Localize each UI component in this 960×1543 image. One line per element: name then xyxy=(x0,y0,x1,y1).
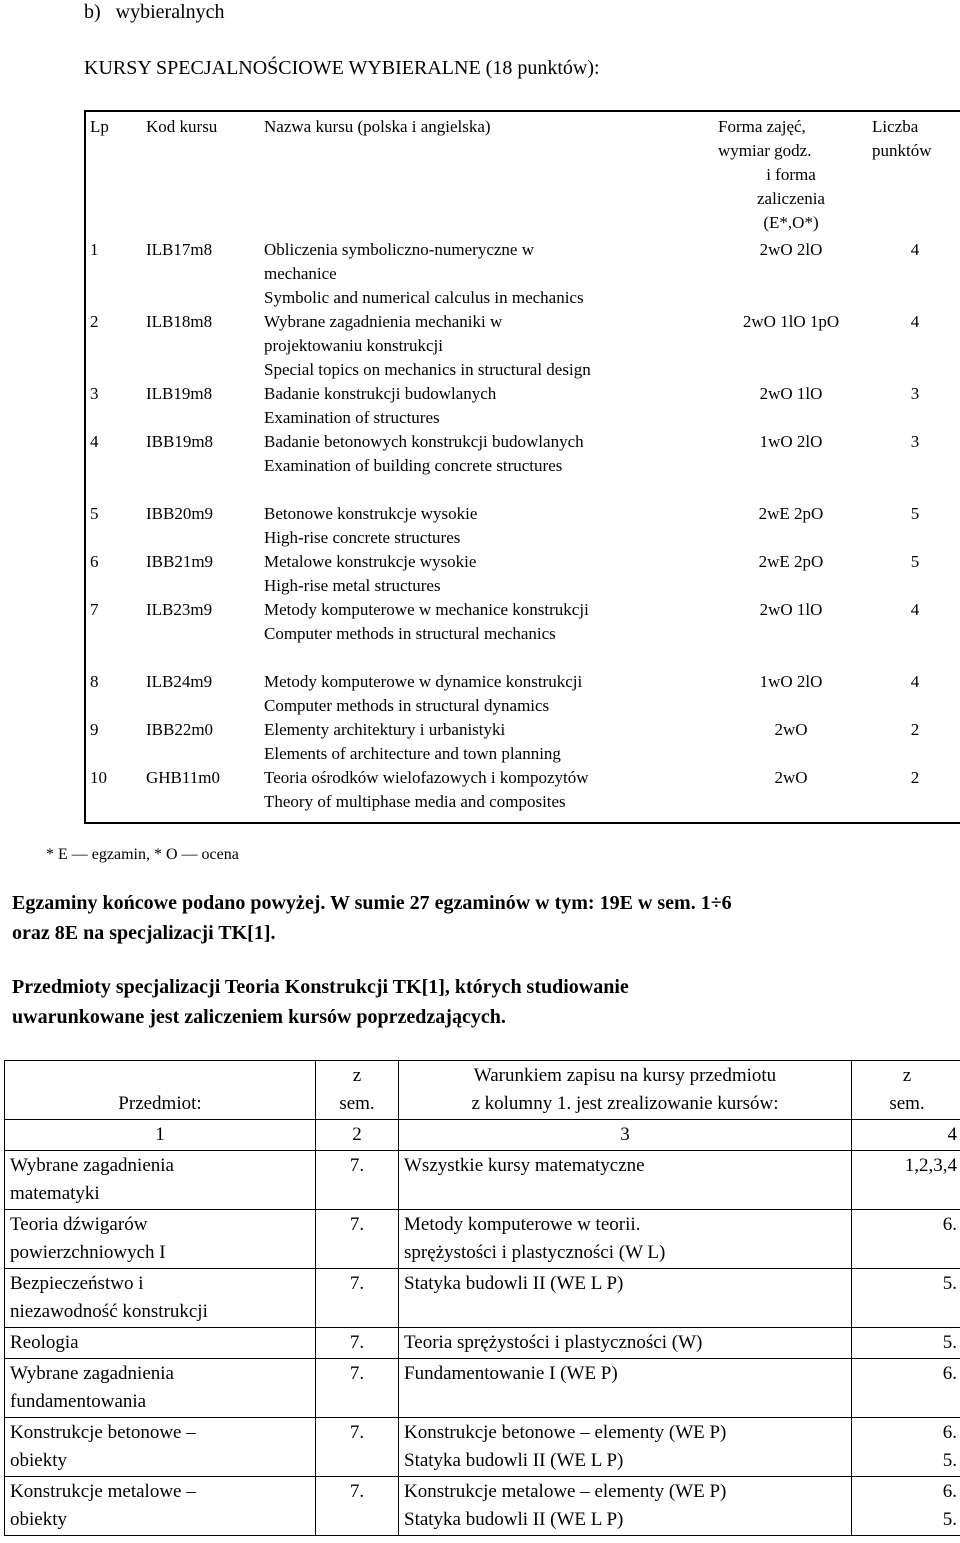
course-lp: 8 xyxy=(90,672,99,691)
course-points: 2 xyxy=(910,768,920,787)
course-forma: 2wO 1lO xyxy=(759,384,823,403)
page-title: KURSY SPECJALNOŚCIOWE WYBIERALNE (18 punktów): xyxy=(84,57,600,79)
course-points: 4 xyxy=(910,600,920,619)
course-code: GHB11m0 xyxy=(146,768,220,787)
course-lp: 9 xyxy=(90,720,99,739)
separator-cell xyxy=(85,646,960,670)
course-forma: 2wE 2pO xyxy=(758,552,824,571)
course-name-pl: Teoria ośrodków wielofazowych i kompozytów xyxy=(264,768,589,787)
course-row xyxy=(85,238,960,310)
prereq-intro: Przedmioty specjalizacji Teoria Konstrukcji TK[1], których studiowanie uwarunkowane jest zaliczeniem kursów poprzedzających. xyxy=(12,976,629,1028)
prereq-header-przedmiot: Przedmiot: xyxy=(5,1061,316,1120)
prereq-num-3: 3 xyxy=(399,1120,852,1151)
course-name-pl: Metody komputerowe w dynamice konstrukcji xyxy=(264,672,583,691)
course-points: 4 xyxy=(910,240,920,259)
course-name-cell xyxy=(260,718,714,766)
course-row xyxy=(85,502,960,550)
header-forma-main: Forma zajęć, wymiar godz. xyxy=(718,117,812,160)
table-bottom-padding xyxy=(85,814,960,823)
course-name-pl: Badanie betonowych konstrukcji budowlanych xyxy=(264,432,584,451)
course-name-cell xyxy=(260,598,714,646)
exam-note: Egzaminy końcowe podano powyżej. W sumie 27 egzaminów w tym: 19E w sem. 1÷6 oraz 8E na specjalizacji TK[1]. xyxy=(12,892,732,944)
course-name-pl: Metalowe konstrukcje wysokie xyxy=(264,552,477,571)
course-table-header xyxy=(85,111,960,238)
course-name-en: High-rise concrete structures xyxy=(264,528,461,547)
prereq-header xyxy=(5,1061,960,1120)
course-name-cell xyxy=(260,766,714,814)
prereq-sem: 7. xyxy=(316,1210,399,1269)
course-code: ILB23m9 xyxy=(146,600,213,619)
course-name-pl: Badanie konstrukcji budowlanych xyxy=(264,384,497,403)
course-row xyxy=(85,382,960,430)
course-code: ILB18m8 xyxy=(146,312,213,331)
prereq-courses: Fundamentowanie I (WE P) xyxy=(399,1359,852,1418)
course-forma: 2wO 1lO xyxy=(759,600,823,619)
header-forma-sub: i forma zaliczenia (E*,O*) xyxy=(757,165,825,232)
course-name-pl: Obliczenia symboliczno-numeryczne w mechanice xyxy=(264,240,535,283)
course-code: ILB24m9 xyxy=(146,672,213,691)
course-code: ILB19m8 xyxy=(146,384,213,403)
prereq-row xyxy=(5,1210,960,1269)
prereq-courses: Wszystkie kursy matematyczne xyxy=(399,1151,852,1210)
prereq-sem2: 6. 5. xyxy=(852,1418,960,1477)
prereq-subject: Reologia xyxy=(5,1328,316,1359)
prereq-row xyxy=(5,1328,960,1359)
group-separator xyxy=(85,646,960,670)
course-points: 3 xyxy=(910,384,920,403)
footnote: * E — egzamin, * O — ocena xyxy=(46,846,239,863)
course-name-en: Elements of architecture and town planning xyxy=(264,744,561,763)
course-name-pl: Wybrane zagadnienia mechaniki w projektowaniu konstrukcji xyxy=(264,312,503,355)
prereq-subject: Teoria dźwigarów powierzchniowych I xyxy=(5,1210,316,1269)
prereq-row xyxy=(5,1418,960,1477)
course-lp: 3 xyxy=(90,384,99,403)
course-name-en: Special topics on mechanics in structural design xyxy=(264,360,591,379)
course-code: IBB22m0 xyxy=(146,720,214,739)
prereq-table-body xyxy=(5,1151,960,1536)
course-name-en: Computer methods in structural dynamics xyxy=(264,696,550,715)
prereq-sem: 7. xyxy=(316,1359,399,1418)
course-forma: 2wO xyxy=(774,768,808,787)
prereq-sem: 7. xyxy=(316,1151,399,1210)
header-lp: Lp xyxy=(90,117,109,136)
prereq-sem2: 6. 5. xyxy=(852,1477,960,1536)
header-kod: Kod kursu xyxy=(146,117,218,136)
prereq-courses: Teoria sprężystości i plastyczności (W) xyxy=(399,1328,852,1359)
course-code: IBB21m9 xyxy=(146,552,214,571)
prereq-sem2: 6. xyxy=(852,1359,960,1418)
course-points: 5 xyxy=(910,504,920,523)
course-forma: 2wE 2pO xyxy=(758,504,824,523)
course-forma: 1wO 2lO xyxy=(759,672,823,691)
prereq-sem2: 6. xyxy=(852,1210,960,1269)
course-forma: 1wO 2lO xyxy=(759,432,823,451)
prereq-sem2: 5. xyxy=(852,1328,960,1359)
course-name-en: Theory of multiphase media and composites xyxy=(264,792,566,811)
course-row xyxy=(85,550,960,598)
header-pkt: Liczba punktów xyxy=(872,117,932,160)
prereq-sem2: 1,2,3,4 xyxy=(852,1151,960,1210)
course-name-pl: Betonowe konstrukcje wysokie xyxy=(264,504,478,523)
course-name-cell xyxy=(260,382,714,430)
course-points: 2 xyxy=(910,720,920,739)
course-lp: 7 xyxy=(90,600,99,619)
course-row xyxy=(85,766,960,814)
header-forma xyxy=(714,111,868,238)
course-table-body xyxy=(85,238,960,823)
prereq-row xyxy=(5,1359,960,1418)
prereq-sem: 7. xyxy=(316,1418,399,1477)
course-points: 3 xyxy=(910,432,920,451)
prereq-num-1: 1 xyxy=(5,1120,316,1151)
course-lp: 10 xyxy=(90,768,107,787)
prereq-sem: 7. xyxy=(316,1328,399,1359)
course-name-cell xyxy=(260,550,714,598)
course-name-en: High-rise metal structures xyxy=(264,576,441,595)
course-lp: 6 xyxy=(90,552,99,571)
prereq-subject: Bezpieczeństwo i niezawodność konstrukcji xyxy=(5,1269,316,1328)
course-code: IBB19m8 xyxy=(146,432,214,451)
course-forma: 2wO xyxy=(774,720,808,739)
prereq-row xyxy=(5,1477,960,1536)
course-forma: 2wO 1lO 1pO xyxy=(742,312,840,331)
prereq-num-4: 4 xyxy=(852,1120,960,1151)
prereq-courses: Konstrukcje metalowe – elementy (WE P) Statyka budowli II (WE L P) xyxy=(399,1477,852,1536)
prereq-row xyxy=(5,1151,960,1210)
course-points: 4 xyxy=(910,312,920,331)
course-name-en: Computer methods in structural mechanics xyxy=(264,624,556,643)
course-lp: 4 xyxy=(90,432,99,451)
prereq-subject: Konstrukcje metalowe – obiekty xyxy=(5,1477,316,1536)
course-row xyxy=(85,718,960,766)
course-lp: 2 xyxy=(90,312,99,331)
course-points: 4 xyxy=(910,672,920,691)
prereq-number-row xyxy=(5,1120,960,1151)
course-row xyxy=(85,430,960,478)
course-lp: 1 xyxy=(90,240,99,259)
course-lp: 5 xyxy=(90,504,99,523)
padding-cell xyxy=(85,814,960,823)
prereq-courses: Statyka budowli II (WE L P) xyxy=(399,1269,852,1328)
course-row xyxy=(85,598,960,646)
course-name-pl: Elementy architektury i urbanistyki xyxy=(264,720,506,739)
prereq-sem2: 5. xyxy=(852,1269,960,1328)
section-label: b) wybieralnych xyxy=(84,1,225,23)
group-separator xyxy=(85,478,960,502)
prereq-subject: Konstrukcje betonowe – obiekty xyxy=(5,1418,316,1477)
course-name-cell xyxy=(260,430,714,478)
course-name-pl: Metody komputerowe w mechanice konstrukcji xyxy=(264,600,589,619)
separator-cell xyxy=(85,478,960,502)
prereq-header-sem2: z sem. xyxy=(852,1061,960,1120)
prereq-row xyxy=(5,1269,960,1328)
course-code: IBB20m9 xyxy=(146,504,214,523)
prereq-subject: Wybrane zagadnienia matematyki xyxy=(5,1151,316,1210)
course-name-cell xyxy=(260,502,714,550)
prereq-sem: 7. xyxy=(316,1269,399,1328)
course-name-en: Symbolic and numerical calculus in mechanics xyxy=(264,288,584,307)
course-name-en: Examination of structures xyxy=(264,408,440,427)
course-name-cell xyxy=(260,310,714,382)
course-points: 5 xyxy=(910,552,920,571)
course-forma: 2wO 2lO xyxy=(759,240,823,259)
prereq-sem: 7. xyxy=(316,1477,399,1536)
course-name-cell xyxy=(260,670,714,718)
course-name-en: Examination of building concrete structures xyxy=(264,456,563,475)
prereq-subject: Wybrane zagadnienia fundamentowania xyxy=(5,1359,316,1418)
prereq-table xyxy=(4,1060,960,1536)
prereq-header-sem: z sem. xyxy=(316,1061,399,1120)
prereq-num-2: 2 xyxy=(316,1120,399,1151)
prereq-courses: Konstrukcje betonowe – elementy (WE P) Statyka budowli II (WE L P) xyxy=(399,1418,852,1477)
course-row xyxy=(85,310,960,382)
course-code: ILB17m8 xyxy=(146,240,213,259)
course-row xyxy=(85,670,960,718)
prereq-header-warunek: Warunkiem zapisu na kursy przedmiotu z kolumny 1. jest zrealizowanie kursów: xyxy=(399,1061,852,1120)
prereq-courses: Metody komputerowe w teorii. sprężystości i plastyczności (W L) xyxy=(399,1210,852,1269)
header-name: Nazwa kursu (polska i angielska) xyxy=(264,117,491,136)
course-table xyxy=(84,110,960,824)
course-name-cell xyxy=(260,238,714,310)
